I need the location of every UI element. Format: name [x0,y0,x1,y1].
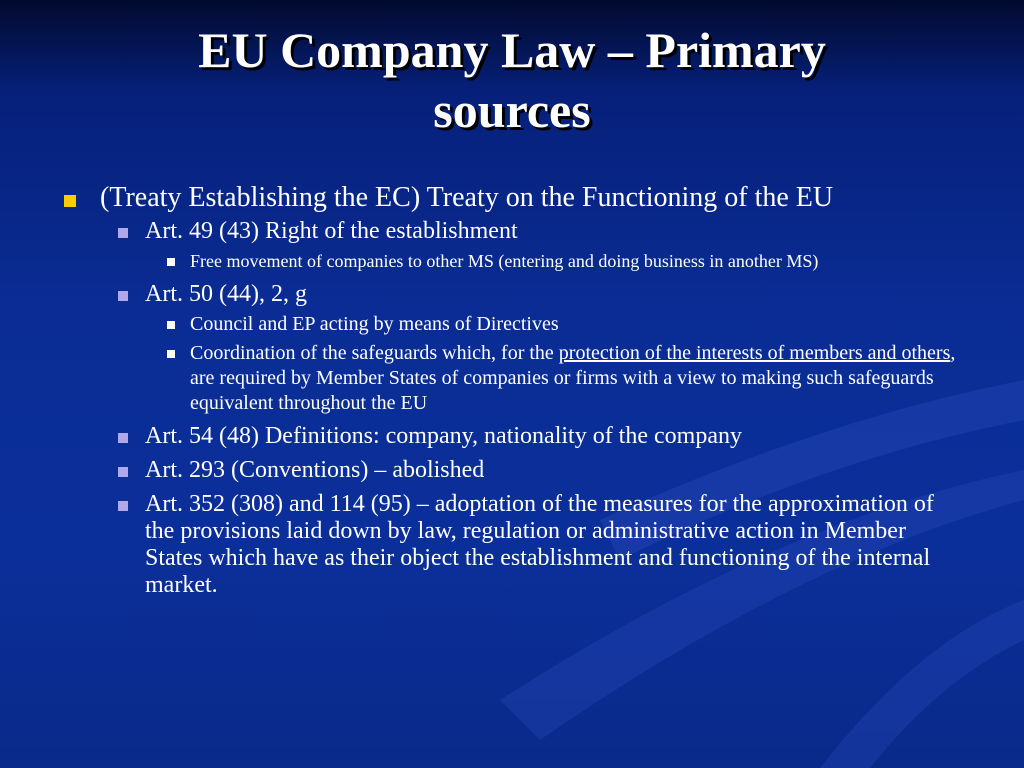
square-bullet-icon [118,433,128,443]
coordination-text-1: Coordination of the safeguards which, for the [190,342,559,364]
square-bullet-icon [64,195,76,207]
art54-label: Art. 54 (48) Definitions: company, nationality of the company [145,423,742,449]
protection-link[interactable]: protection of the interests of members and others [558,342,951,364]
free-movement-text: Free movement of companies to other MS (entering and doing business in another MS) [190,251,819,271]
list-item-directives [145,312,962,337]
sub-sub-list [145,312,962,416]
title-line-1: EU Company Law – Primary [198,22,826,78]
sub-list [100,218,962,599]
square-bullet-icon [118,501,128,511]
treaty-text: (Treaty Establishing the EC) Treaty on the Functioning of the EU [100,182,834,213]
square-bullet-icon [118,467,128,477]
sub-sub-list [145,249,962,274]
art352-label: Art. 352 (308) and 114 (95) – adoptation of the measures for the approximation of the provisions laid down by law, regulation or administrative action in Member States which have as their object the establishment and functioning of the internal market. [145,491,934,598]
art49-label: Art. 49 (43) Right of the establishment [145,218,518,244]
list-item-free-movement [145,249,962,274]
title-line-2: sources [433,82,591,138]
list-item-art49 [100,218,962,274]
slide-body [62,184,962,606]
coordination-text-2: , are required by Member States of companies or firms with a view to making such safeguards equivalent throughout the EU [190,342,956,414]
list-item-treaty [62,184,962,599]
list-item-coordination [145,341,962,416]
list-item-art50 [100,281,962,416]
art50-label: Art. 50 (44), 2, g [145,281,307,307]
square-bullet-icon [118,228,128,238]
list-item-art352 [100,491,962,599]
square-bullet-icon [167,350,175,358]
square-bullet-icon [118,291,128,301]
square-bullet-icon [167,321,175,329]
directives-text: Council and EP acting by means of Directives [190,313,559,335]
slide-title [40,20,984,140]
list-item-art293 [100,457,962,484]
list-item-art54 [100,423,962,450]
art293-label: Art. 293 (Conventions) – abolished [145,457,485,483]
bullet-list [62,184,962,599]
square-bullet-icon [167,258,175,266]
